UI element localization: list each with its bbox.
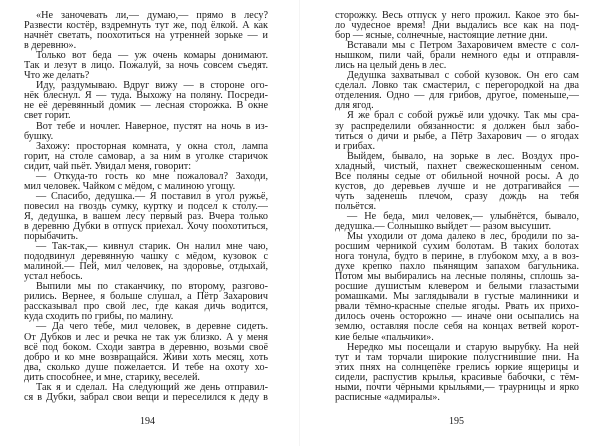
text-line: дить способнее, и мне, старику, веселей. bbox=[24, 371, 200, 383]
text-line: Иду, раздумываю. Вдруг вижу — в стороне ого- bbox=[36, 80, 268, 92]
text-line: отделения. Одно — для грибов, другое, поменьше,— bbox=[335, 90, 579, 102]
paragraph bbox=[335, 343, 579, 403]
text-line: для ягод. bbox=[335, 100, 374, 112]
text-line: — Откуда-то гость ко мне пожаловал? Заходи, bbox=[36, 170, 268, 182]
text-line: зу распределили обязанности: я должен был забо- bbox=[335, 120, 579, 132]
text-line: сторожку. Весь отпуск у него прожил. Какое это бы- bbox=[335, 10, 579, 21]
text-line: дилось очень осторожно — иначе они осыпались на bbox=[335, 311, 579, 323]
page-gutter bbox=[299, 0, 300, 446]
text-line: мил человек. Чайком с мёдом, с малиною угощу. bbox=[24, 180, 236, 192]
text-line: польётся. bbox=[335, 200, 376, 212]
left-page-number: 194 bbox=[140, 416, 155, 427]
text-line: Развести костёр, вздремнуть тут же, под ёлкой. А как bbox=[24, 20, 268, 32]
text-line: всё под боком. Сходи завтра в деревню, возьми своё bbox=[24, 341, 268, 353]
text-line: — Да чего тебе, мил человек, в деревне сидеть. bbox=[36, 321, 268, 333]
left-page-text bbox=[24, 11, 268, 403]
text-line: кустов, до деревьев лучше и не дотрагивайся — bbox=[335, 180, 579, 192]
paragraph bbox=[24, 242, 268, 282]
paragraph bbox=[335, 71, 579, 111]
text-line: От Дубков и лес и речка не так уж близко. А у меня bbox=[24, 331, 268, 343]
paragraph bbox=[24, 51, 268, 81]
text-line: кие белые «пальчики». bbox=[335, 331, 434, 343]
paragraph bbox=[335, 11, 579, 41]
text-line: ными, почти чёрными крыльями,— траурницы и ярко bbox=[335, 381, 579, 393]
text-line: устал небось. bbox=[24, 271, 83, 283]
text-line: бушку. bbox=[24, 130, 54, 142]
right-page-number: 195 bbox=[449, 416, 464, 427]
text-line: расписные «адмиралы». bbox=[335, 391, 440, 403]
text-line: ся в Дубки, забрал свои вещи и переселился к деду в bbox=[24, 391, 268, 403]
text-line: Захожу: просторная комната, у окна стол, лампа bbox=[36, 140, 268, 152]
text-line: хладный, чистый, пахнет свежескошенным сеном. bbox=[335, 160, 579, 172]
paragraph bbox=[24, 142, 268, 172]
text-line: Только вот беда — уж очень комары донимают. bbox=[36, 50, 268, 62]
paragraph bbox=[24, 172, 268, 192]
text-line: Что же делать? bbox=[24, 70, 90, 82]
text-line: сидит, чай пьёт. Увидал меня, говорит: bbox=[24, 160, 192, 172]
text-line: Мы уходили от дома далеко в лес, бродили по за- bbox=[347, 231, 579, 243]
text-line: рвали тёмно-красные спелые ягоды. Рвать их прихо- bbox=[335, 301, 579, 313]
paragraph bbox=[24, 282, 268, 322]
text-line: Вот тебе и ночлег. Наверное, пустят на ночь в из- bbox=[36, 120, 268, 132]
text-line: Так я и сделал. На следующий же день отправил- bbox=[36, 381, 268, 393]
text-line: горит, на столе самовар, а за ним в уголке старичок bbox=[24, 150, 268, 162]
text-line: лись на целый день в лес. bbox=[335, 60, 447, 72]
text-line: Я, дедушка, в вашем лесу первый раз. Вчера только bbox=[24, 210, 268, 222]
paragraph bbox=[335, 152, 579, 212]
text-line: Нередко мы посещали и старую вырубку. На ней bbox=[347, 341, 579, 353]
paragraph bbox=[24, 192, 268, 242]
paragraph bbox=[24, 11, 268, 51]
text-line: Дедушка захватывал с собой кузовок. Он его сам bbox=[347, 70, 579, 82]
text-line: куда сходить по грибы, по малину. bbox=[24, 311, 174, 323]
text-line: духе крепко пахло пьянящим запахом багульника. bbox=[335, 261, 579, 273]
text-line: рассказывал про свой лес, где какая дичь водится, bbox=[24, 301, 268, 313]
text-line: этих пнях на солнцепёке грелись юркие ящерицы и bbox=[335, 361, 579, 373]
text-line: Все поляны седые от обильной ночной росы. А до bbox=[335, 170, 579, 182]
paragraph bbox=[335, 111, 579, 151]
text-line: два, сколько душе пожелается. И тебе на охоту хо- bbox=[24, 361, 268, 373]
text-line: добро и ко мне возвращайся. Живи хоть месяц, хоть bbox=[24, 351, 268, 363]
paragraph bbox=[335, 232, 579, 343]
text-line: и грибах. bbox=[335, 140, 376, 152]
paragraph bbox=[24, 81, 268, 121]
paragraph bbox=[24, 383, 268, 403]
paragraph bbox=[24, 322, 268, 382]
text-line: нёк блеснул. Я — туда. Выхожу на поляну. Посреди- bbox=[24, 90, 268, 102]
text-line: сделал. Ловко так смастерил, с перегородкой на два bbox=[335, 80, 579, 92]
text-line: «Не заночевать ли,— думаю,— прямо в лесу? bbox=[36, 10, 268, 21]
text-line: чуть заденешь плечом, сразу дождь на тебя bbox=[335, 190, 579, 202]
paragraph bbox=[335, 212, 579, 232]
text-line: — Так-так,— кивнул старик. Он налил мне чаю, bbox=[36, 241, 268, 253]
text-line: нышком, пили чай, брали немного еды и отправля- bbox=[335, 50, 579, 62]
text-line: Выйдем, бывало, на зорьке в лес. Воздух про- bbox=[347, 150, 579, 162]
text-line: — Не беда, мил человек,— улыбнётся, бывало, bbox=[347, 210, 579, 222]
text-line: землю, оставляя после себя на концах ветвей корот- bbox=[335, 321, 579, 333]
text-line: повесил на гвоздь сумку, куртку и подсел к столу.— bbox=[24, 200, 268, 212]
text-line: в деревню». bbox=[24, 40, 77, 52]
text-line: Выпили мы по стаканчику, по второму, разгово- bbox=[36, 281, 268, 293]
paragraph bbox=[24, 122, 268, 142]
text-line: бор — ясные, солнечные, настоящие летние дни. bbox=[335, 30, 548, 42]
right-page-text bbox=[335, 11, 579, 403]
text-line: ромашками. Мы заглядывали в густые малинники и bbox=[335, 291, 579, 303]
text-line: порыбачить. bbox=[24, 231, 79, 243]
text-line: рились. Вернее, я больше слушал, а Пётр Захарович bbox=[24, 291, 268, 303]
text-line: нога тонула, будто в перине, в глубоком мху, а в воз- bbox=[335, 251, 579, 263]
text-line: свет горит. bbox=[24, 110, 71, 122]
text-line: сидели, распустив крылья, красивые бабочки, с тём- bbox=[335, 371, 579, 383]
text-line: тут и там торчали широкие полусгнившие пни. На bbox=[335, 351, 579, 363]
text-line: Я же брал с собой ружьё или удочку. Так мы сра- bbox=[347, 110, 579, 122]
text-line: дедушка.— Солнышко выйдет — разом высушит. bbox=[335, 220, 552, 232]
text-line: росшим черникой сухим болотам. В таких болотах bbox=[335, 241, 579, 253]
text-line: Потом мы выбирались на лесные поляны, сплошь за- bbox=[335, 271, 579, 283]
text-line: пододвинул деревянную чашку с мёдом, кузовок с bbox=[24, 251, 268, 263]
text-line: начнёт светать, поохотиться на утренней зорьке — и bbox=[24, 30, 268, 42]
paragraph bbox=[335, 41, 579, 71]
text-line: малиной.— Пей, мил человек, на здоровье, отдыхай, bbox=[24, 261, 268, 273]
text-line: росшие душистым клевером и белыми глазастыми bbox=[335, 281, 579, 293]
text-line: не её деревянный домик — лесная сторожка. В окне bbox=[24, 100, 268, 112]
text-line: Вставали мы с Петром Захаровичем вместе с сол- bbox=[347, 40, 579, 52]
text-line: — Спасибо, дедушка.— Я поставил в угол ружьё, bbox=[36, 190, 268, 202]
text-line: ло чудесное время! Дни выдались все как на под- bbox=[335, 20, 579, 32]
text-line: титься о дичи и рыбе, а Пётр Захарович — о ягодах bbox=[335, 130, 579, 142]
text-line: Так и лезут в лицо. Пожалуй, за ночь совсем съедят. bbox=[24, 60, 268, 72]
text-line: в деревню Дубки в отпуск приехал. Хочу поохотиться, bbox=[24, 220, 268, 232]
